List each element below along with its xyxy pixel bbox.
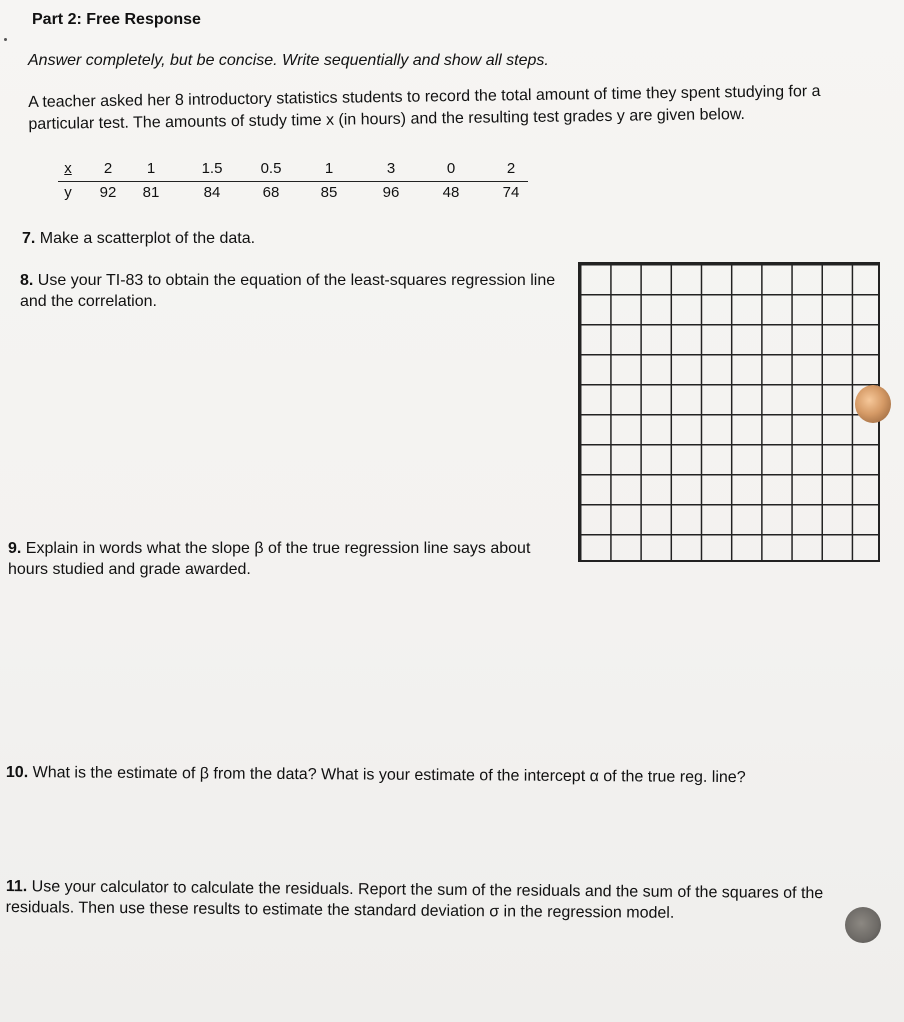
y-value: 48 bbox=[442, 184, 460, 201]
y-value: 81 bbox=[142, 184, 160, 201]
question-7 bbox=[22, 228, 255, 249]
x-value: 1.5 bbox=[201, 160, 223, 177]
question-number: 8. bbox=[20, 272, 34, 289]
y-value: 85 bbox=[320, 184, 338, 201]
question-text: Use your calculator to calculate the residuals. Report the sum of the residuals and the sum of the squares of the residuals. Then use these results to estimate the standard deviation σ in the regression model. bbox=[5, 878, 824, 922]
x-row-label: x bbox=[64, 160, 72, 177]
punch-hole-icon bbox=[845, 907, 881, 943]
x-value: 0.5 bbox=[260, 160, 282, 177]
question-text: What is the estimate of β from the data? What is your estimate of the intercept α of the true reg. line? bbox=[32, 764, 746, 787]
x-value: 2 bbox=[506, 160, 516, 177]
x-value: 1 bbox=[324, 160, 334, 177]
question-text: Make a scatterplot of the data. bbox=[39, 230, 256, 247]
question-number: 11. bbox=[5, 877, 28, 896]
punch-hole-icon bbox=[855, 385, 891, 423]
y-value: 74 bbox=[502, 184, 520, 201]
question-number: 7. bbox=[22, 230, 36, 247]
question-9 bbox=[8, 538, 538, 580]
margin-mark bbox=[4, 38, 7, 41]
question-text: Explain in words what the slope β of the true regression line says about hours studied and grade awarded. bbox=[8, 540, 531, 578]
x-value: 3 bbox=[386, 160, 396, 177]
question-text: Use your TI-83 to obtain the equation of the least-squares regression line and the correlation. bbox=[20, 272, 556, 310]
question-number: 9. bbox=[8, 540, 22, 557]
question-11 bbox=[6, 876, 836, 925]
y-value: 96 bbox=[382, 184, 400, 201]
question-8 bbox=[20, 270, 560, 312]
x-value: 2 bbox=[103, 160, 113, 177]
scatterplot-grid[interactable] bbox=[578, 262, 880, 562]
y-row-label: y bbox=[64, 184, 72, 201]
y-value: 68 bbox=[262, 184, 280, 201]
x-value: 0 bbox=[446, 160, 456, 177]
question-10 bbox=[6, 762, 866, 789]
y-value: 84 bbox=[203, 184, 221, 201]
problem-statement: A teacher asked her 8 introductory statistics students to record the total amount of time they spent studying for a particular test. The amounts of study time x (in hours) and the resulting test grades y are given below. bbox=[28, 82, 821, 133]
question-number: 10. bbox=[5, 763, 29, 782]
instructions: Answer completely, but be concise. Write sequentially and show all steps. bbox=[28, 52, 549, 69]
x-value: 1 bbox=[146, 160, 156, 177]
table-rule bbox=[58, 181, 528, 182]
y-value: 92 bbox=[99, 184, 117, 201]
section-title: Part 2: Free Response bbox=[32, 11, 201, 28]
